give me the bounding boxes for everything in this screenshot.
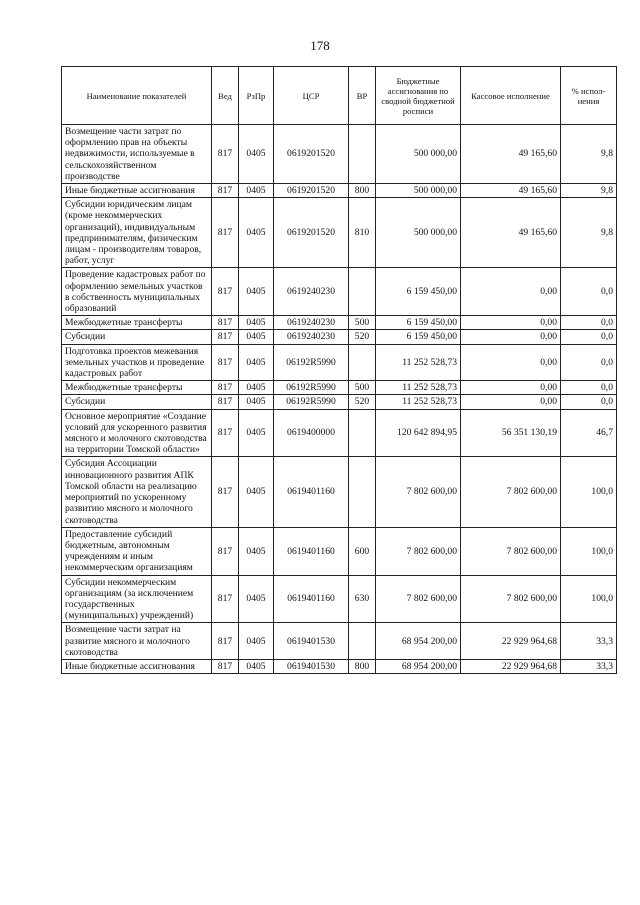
- cell-name: Проведение кадастровых работ по оформлению земельных участков в собственность муниципальных образований: [62, 268, 212, 316]
- cell-name: Межбюджетные трансферты: [62, 316, 212, 330]
- header-name: Наименование показателей: [62, 67, 212, 125]
- table-row: [62, 330, 617, 344]
- cell-plan: 68 954 200,00: [376, 659, 461, 673]
- cell-name: Субсидии юридическим лицам (кроме некоммерческих организаций), индивидуальным предпринимателям, физическим лицам - производителям товаров, работ, услуг: [62, 198, 212, 268]
- cell-csr: 06192R5990: [274, 395, 349, 409]
- cell-vr: 800: [349, 659, 376, 673]
- table-row: [62, 198, 617, 268]
- cell-csr: 0619201520: [274, 125, 349, 184]
- cell-pct: 0,0: [561, 381, 617, 395]
- cell-vr: [349, 623, 376, 660]
- cell-csr: 0619401530: [274, 659, 349, 673]
- cell-exec: 22 929 964,68: [461, 623, 561, 660]
- cell-vr: 600: [349, 527, 376, 575]
- cell-vr: 800: [349, 184, 376, 198]
- cell-exec: 56 351 130,19: [461, 409, 561, 457]
- cell-csr: 0619401160: [274, 575, 349, 623]
- cell-rzpr: 0405: [239, 575, 274, 623]
- header-plan: Бюджетные ассигнования по сводной бюджетной росписи: [376, 67, 461, 125]
- cell-csr: 0619201520: [274, 184, 349, 198]
- header-ved: Вед: [212, 67, 239, 125]
- table-row: [62, 268, 617, 316]
- cell-ved: 817: [212, 623, 239, 660]
- cell-csr: 06192R5990: [274, 344, 349, 381]
- cell-csr: 06192R5990: [274, 381, 349, 395]
- cell-exec: 0,00: [461, 316, 561, 330]
- cell-pct: 9,8: [561, 125, 617, 184]
- header-vr: ВР: [349, 67, 376, 125]
- header-exec: Кассовое исполнение: [461, 67, 561, 125]
- cell-ved: 817: [212, 198, 239, 268]
- cell-vr: [349, 409, 376, 457]
- cell-plan: 120 642 894,95: [376, 409, 461, 457]
- cell-rzpr: 0405: [239, 198, 274, 268]
- header-rzpr: РзПр: [239, 67, 274, 125]
- cell-plan: 7 802 600,00: [376, 457, 461, 527]
- cell-pct: 9,8: [561, 198, 617, 268]
- table-header-row: [62, 67, 617, 125]
- cell-plan: 7 802 600,00: [376, 527, 461, 575]
- table-row: [62, 125, 617, 184]
- cell-rzpr: 0405: [239, 395, 274, 409]
- cell-rzpr: 0405: [239, 344, 274, 381]
- cell-plan: 500 000,00: [376, 184, 461, 198]
- cell-rzpr: 0405: [239, 409, 274, 457]
- cell-ved: 817: [212, 344, 239, 381]
- cell-plan: 500 000,00: [376, 198, 461, 268]
- cell-rzpr: 0405: [239, 184, 274, 198]
- cell-vr: [349, 344, 376, 381]
- cell-exec: 49 165,60: [461, 198, 561, 268]
- cell-exec: 7 802 600,00: [461, 575, 561, 623]
- cell-ved: 817: [212, 659, 239, 673]
- cell-name: Межбюджетные трансферты: [62, 381, 212, 395]
- cell-pct: 46,7: [561, 409, 617, 457]
- cell-name: Субсидии некоммерческим организациям (за исключением государственных (муниципальных) учреждений): [62, 575, 212, 623]
- table-row: [62, 381, 617, 395]
- table-row: [62, 409, 617, 457]
- cell-plan: 6 159 450,00: [376, 316, 461, 330]
- cell-name: Основное мероприятие «Создание условий для ускоренного развития мясного и молочного скотоводства на территории Томской области»: [62, 409, 212, 457]
- cell-vr: [349, 268, 376, 316]
- cell-ved: 817: [212, 330, 239, 344]
- cell-rzpr: 0405: [239, 623, 274, 660]
- cell-name: Иные бюджетные ассигнования: [62, 659, 212, 673]
- cell-csr: 0619201520: [274, 198, 349, 268]
- cell-ved: 817: [212, 268, 239, 316]
- cell-csr: 0619401530: [274, 623, 349, 660]
- cell-csr: 0619401160: [274, 527, 349, 575]
- cell-csr: 0619240230: [274, 330, 349, 344]
- header-csr: ЦСР: [274, 67, 349, 125]
- cell-name: Субсидии: [62, 395, 212, 409]
- cell-plan: 500 000,00: [376, 125, 461, 184]
- cell-rzpr: 0405: [239, 316, 274, 330]
- cell-plan: 68 954 200,00: [376, 623, 461, 660]
- table-row: [62, 457, 617, 527]
- table-row: [62, 316, 617, 330]
- table-row: [62, 344, 617, 381]
- cell-name: Субсидия Ассоциации инновационного развития АПК Томской области на реализацию мероприятий по ускоренному развитию мясного и молочного скотоводства: [62, 457, 212, 527]
- cell-pct: 0,0: [561, 344, 617, 381]
- cell-exec: 0,00: [461, 381, 561, 395]
- cell-csr: 0619401160: [274, 457, 349, 527]
- cell-exec: 49 165,60: [461, 125, 561, 184]
- cell-exec: 22 929 964,68: [461, 659, 561, 673]
- cell-pct: 100,0: [561, 457, 617, 527]
- cell-csr: 0619240230: [274, 316, 349, 330]
- cell-vr: 500: [349, 316, 376, 330]
- cell-pct: 0,0: [561, 330, 617, 344]
- cell-rzpr: 0405: [239, 659, 274, 673]
- table-row: [62, 659, 617, 673]
- cell-ved: 817: [212, 316, 239, 330]
- cell-plan: 11 252 528,73: [376, 344, 461, 381]
- cell-pct: 0,0: [561, 395, 617, 409]
- cell-vr: [349, 125, 376, 184]
- cell-plan: 6 159 450,00: [376, 268, 461, 316]
- cell-rzpr: 0405: [239, 268, 274, 316]
- table-row: [62, 184, 617, 198]
- cell-rzpr: 0405: [239, 527, 274, 575]
- cell-exec: 0,00: [461, 330, 561, 344]
- cell-vr: 520: [349, 330, 376, 344]
- cell-vr: [349, 457, 376, 527]
- cell-pct: 33,3: [561, 623, 617, 660]
- cell-name: Возмещение части затрат на развитие мясного и молочного скотоводства: [62, 623, 212, 660]
- table-row: [62, 575, 617, 623]
- cell-vr: 500: [349, 381, 376, 395]
- page-number: 178: [310, 38, 330, 53]
- cell-pct: 0,0: [561, 268, 617, 316]
- cell-rzpr: 0405: [239, 330, 274, 344]
- cell-csr: 0619400000: [274, 409, 349, 457]
- cell-vr: 810: [349, 198, 376, 268]
- cell-pct: 100,0: [561, 575, 617, 623]
- cell-name: Подготовка проектов межевания земельных участков и проведение кадастровых работ: [62, 344, 212, 381]
- cell-rzpr: 0405: [239, 381, 274, 395]
- cell-name: Предоставление субсидий бюджетным, автономным учреждениям и иным некоммерческим организациям: [62, 527, 212, 575]
- cell-exec: 0,00: [461, 395, 561, 409]
- cell-ved: 817: [212, 395, 239, 409]
- cell-ved: 817: [212, 125, 239, 184]
- cell-rzpr: 0405: [239, 457, 274, 527]
- cell-pct: 100,0: [561, 527, 617, 575]
- cell-exec: 7 802 600,00: [461, 457, 561, 527]
- budget-execution-table: [61, 66, 617, 674]
- table-row: [62, 527, 617, 575]
- cell-name: Возмещение части затрат по оформлению прав на объекты недвижимости, используемые в сельскохозяйственном производстве: [62, 125, 212, 184]
- cell-vr: 630: [349, 575, 376, 623]
- table-row: [62, 623, 617, 660]
- cell-rzpr: 0405: [239, 125, 274, 184]
- cell-csr: 0619240230: [274, 268, 349, 316]
- cell-exec: 0,00: [461, 268, 561, 316]
- cell-ved: 817: [212, 381, 239, 395]
- cell-exec: 0,00: [461, 344, 561, 381]
- cell-name: Иные бюджетные ассигнования: [62, 184, 212, 198]
- cell-exec: 7 802 600,00: [461, 527, 561, 575]
- cell-ved: 817: [212, 409, 239, 457]
- cell-pct: 9,8: [561, 184, 617, 198]
- cell-vr: 520: [349, 395, 376, 409]
- cell-plan: 7 802 600,00: [376, 575, 461, 623]
- cell-ved: 817: [212, 527, 239, 575]
- cell-plan: 11 252 528,73: [376, 395, 461, 409]
- cell-ved: 817: [212, 575, 239, 623]
- header-pct: % испол-нения: [561, 67, 617, 125]
- cell-pct: 0,0: [561, 316, 617, 330]
- cell-pct: 33,3: [561, 659, 617, 673]
- cell-name: Субсидии: [62, 330, 212, 344]
- cell-ved: 817: [212, 457, 239, 527]
- cell-plan: 11 252 528,73: [376, 381, 461, 395]
- cell-plan: 6 159 450,00: [376, 330, 461, 344]
- cell-ved: 817: [212, 184, 239, 198]
- table-row: [62, 395, 617, 409]
- cell-exec: 49 165,60: [461, 184, 561, 198]
